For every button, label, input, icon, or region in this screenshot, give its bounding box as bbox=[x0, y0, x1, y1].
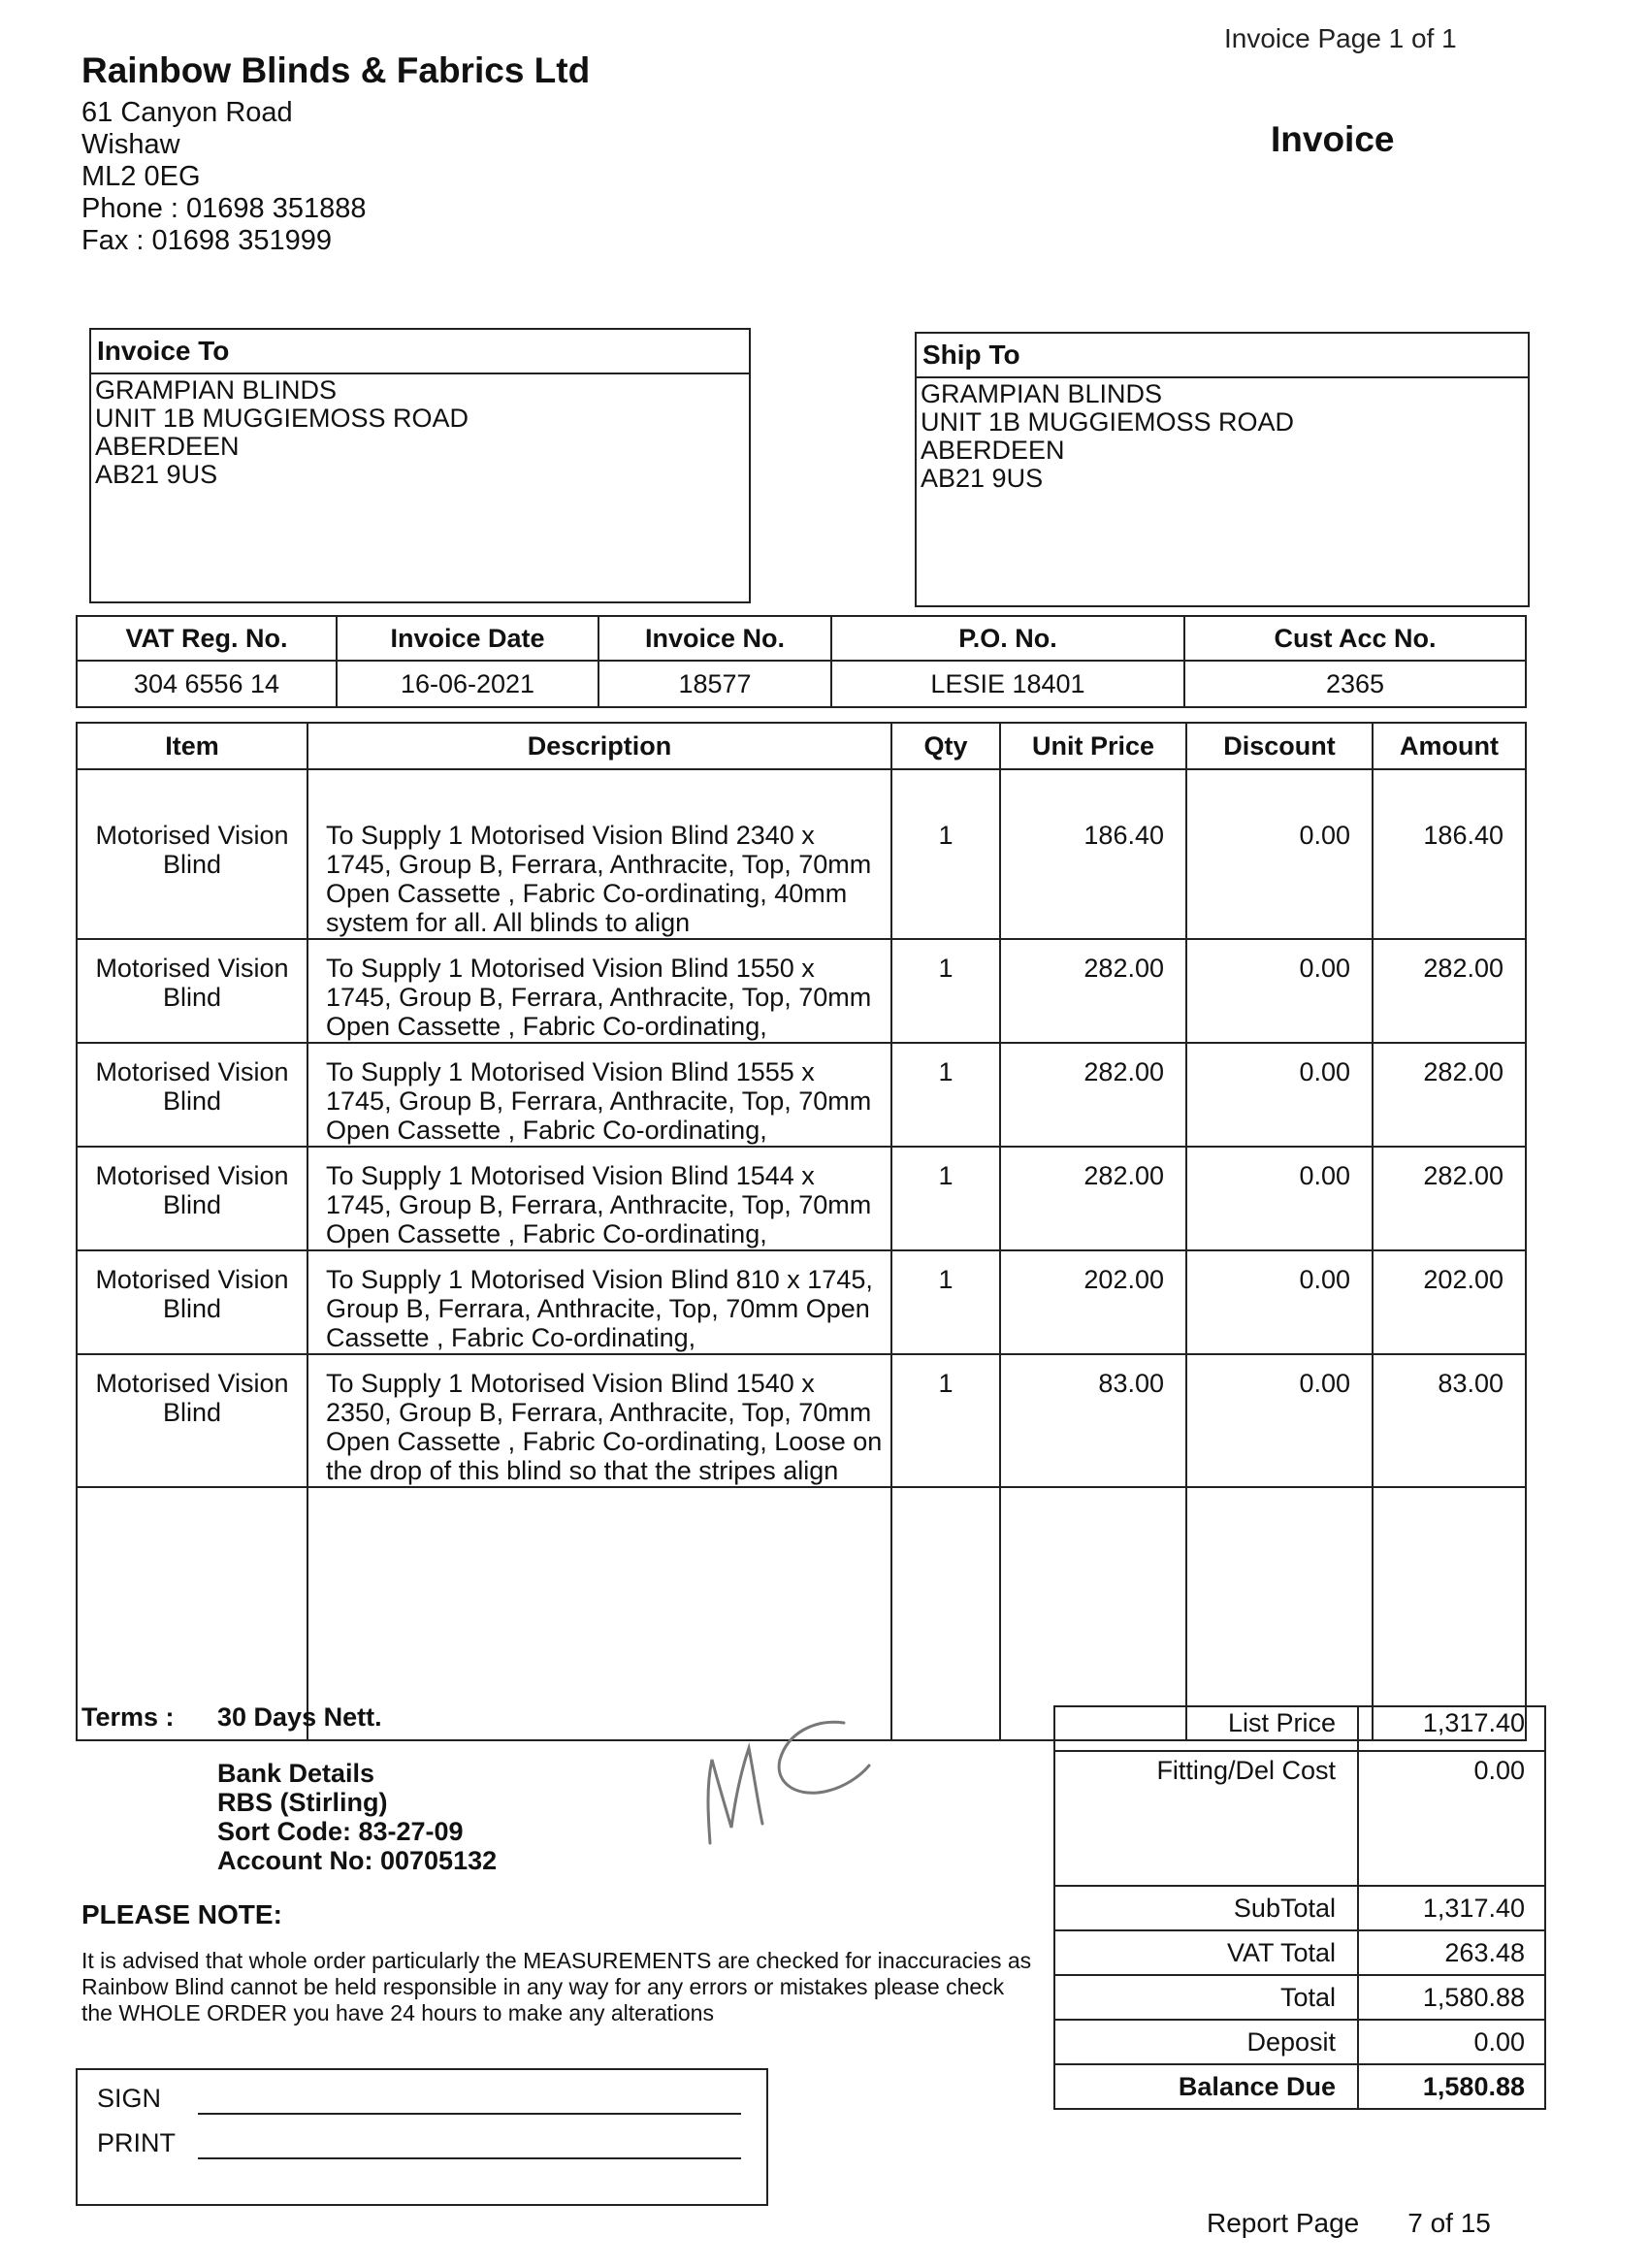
description-header: Description bbox=[307, 723, 891, 769]
po-number-header: P.O. No. bbox=[831, 616, 1184, 661]
item-discount: 0.00 bbox=[1186, 939, 1373, 1043]
item-discount: 0.00 bbox=[1186, 1250, 1373, 1354]
handwritten-initials bbox=[698, 1709, 883, 1855]
item-description: To Supply 1 Motorised Vision Blind 810 x 1745, Group B, Ferrara, Anthracite, Top, 70mm Open Cassette , Fabric Co-ordinating, bbox=[307, 1250, 891, 1354]
invoice-to-label: Invoice To bbox=[91, 330, 749, 374]
ship-to-label: Ship To bbox=[917, 334, 1528, 378]
item-description: To Supply 1 Motorised Vision Blind 2340 x 1745, Group B, Ferrara, Anthracite, Top, 70mm Open Cassette , Fabric Co-ordinating, 40mm system for all. All blinds to align bbox=[307, 769, 891, 939]
table-row bbox=[77, 1043, 1526, 1147]
amount-header: Amount bbox=[1373, 723, 1526, 769]
report-page-footer bbox=[1207, 2208, 1491, 2239]
invoice-to-address bbox=[91, 374, 749, 491]
deposit-value: 0.00 bbox=[1358, 2020, 1545, 2064]
invoice-page-label: Invoice Page 1 of 1 bbox=[1224, 23, 1457, 53]
item-name: Motorised Vision Blind bbox=[77, 1043, 307, 1147]
discount-header: Discount bbox=[1186, 723, 1373, 769]
unit-price-header: Unit Price bbox=[1000, 723, 1186, 769]
item-amount: 83.00 bbox=[1373, 1354, 1526, 1487]
list-price-label: List Price bbox=[1054, 1706, 1358, 1751]
item-description: To Supply 1 Motorised Vision Blind 1550 x 1745, Group B, Ferrara, Anthracite, Top, 70mm Open Cassette , Fabric Co-ordinating, bbox=[307, 939, 891, 1043]
company-fax: Fax : 01698 351999 bbox=[81, 225, 332, 256]
company-name: Rainbow Blinds & Fabrics Ltd bbox=[81, 50, 591, 90]
company-phone: Phone : 01698 351888 bbox=[81, 193, 367, 224]
company-address-line: ML2 0EG bbox=[81, 161, 201, 192]
item-description: To Supply 1 Motorised Vision Blind 1540 x 2350, Group B, Ferrara, Anthracite, Top, 70mm Open Cassette , Fabric Co-ordinating, Loose on the drop of this blind so that the stripes align bbox=[307, 1354, 891, 1487]
address-line: GRAMPIAN BLINDS bbox=[921, 379, 1163, 408]
bank-details-title: Bank Details bbox=[217, 1759, 375, 1788]
account-number: Account No: 00705132 bbox=[217, 1846, 498, 1875]
qty-header: Qty bbox=[891, 723, 1000, 769]
terms-value: 30 Days Nett. bbox=[217, 1702, 382, 1732]
report-page-label: Report Page bbox=[1207, 2208, 1360, 2238]
company-address-line: Wishaw bbox=[81, 129, 180, 160]
sign-label: SIGN bbox=[97, 2084, 162, 2113]
table-row bbox=[77, 1147, 1526, 1250]
item-discount: 0.00 bbox=[1186, 769, 1373, 939]
company-address-line: 61 Canyon Road bbox=[81, 97, 293, 128]
bank-details bbox=[217, 1759, 497, 1875]
balance-due-label: Balance Due bbox=[1054, 2064, 1358, 2109]
invoice-number-header: Invoice No. bbox=[598, 616, 831, 661]
cust-acc-header: Cust Acc No. bbox=[1184, 616, 1526, 661]
terms-label: Terms : bbox=[81, 1702, 175, 1732]
vat-total-value: 263.48 bbox=[1358, 1930, 1545, 1975]
fitting-del-cost-label: Fitting/Del Cost bbox=[1054, 1751, 1358, 1886]
item-description: To Supply 1 Motorised Vision Blind 1555 x 1745, Group B, Ferrara, Anthracite, Top, 70mm Open Cassette , Fabric Co-ordinating, bbox=[307, 1043, 891, 1147]
item-qty: 1 bbox=[891, 769, 1000, 939]
item-qty: 1 bbox=[891, 1147, 1000, 1250]
item-discount: 0.00 bbox=[1186, 1354, 1373, 1487]
item-unit-price: 282.00 bbox=[1000, 1147, 1186, 1250]
sign-line[interactable] bbox=[198, 2113, 741, 2115]
table-row bbox=[77, 1250, 1526, 1354]
bank-name: RBS (Stirling) bbox=[217, 1788, 388, 1817]
item-qty: 1 bbox=[891, 1250, 1000, 1354]
item-unit-price: 282.00 bbox=[1000, 939, 1186, 1043]
print-line[interactable] bbox=[198, 2157, 741, 2159]
subtotal-value: 1,317.40 bbox=[1358, 1886, 1545, 1930]
invoice-to-box bbox=[89, 328, 751, 603]
table-row bbox=[77, 1354, 1526, 1487]
company-address bbox=[81, 97, 367, 257]
item-amount: 202.00 bbox=[1373, 1250, 1526, 1354]
cust-acc-value: 2365 bbox=[1184, 661, 1526, 707]
item-name: Motorised Vision Blind bbox=[77, 1147, 307, 1250]
report-page-number: 7 of 15 bbox=[1407, 2208, 1491, 2238]
item-qty: 1 bbox=[891, 1354, 1000, 1487]
po-number-value: LESIE 18401 bbox=[831, 661, 1184, 707]
item-header: Item bbox=[77, 723, 307, 769]
item-unit-price: 202.00 bbox=[1000, 1250, 1186, 1354]
table-row bbox=[77, 769, 1526, 939]
vat-reg-value: 304 6556 14 bbox=[77, 661, 337, 707]
document-title: Invoice bbox=[1271, 119, 1395, 159]
deposit-label: Deposit bbox=[1054, 2020, 1358, 2064]
ship-to-address bbox=[917, 378, 1528, 495]
balance-due-value: 1,580.88 bbox=[1358, 2064, 1545, 2109]
subtotal-label: SubTotal bbox=[1054, 1886, 1358, 1930]
ship-to-box bbox=[915, 332, 1530, 607]
item-unit-price: 282.00 bbox=[1000, 1043, 1186, 1147]
address-line: AB21 9US bbox=[921, 464, 1044, 493]
item-unit-price: 83.00 bbox=[1000, 1354, 1186, 1487]
address-line: AB21 9US bbox=[95, 460, 218, 489]
item-amount: 282.00 bbox=[1373, 939, 1526, 1043]
item-qty: 1 bbox=[891, 939, 1000, 1043]
address-line: ABERDEEN bbox=[95, 432, 240, 461]
vat-total-label: VAT Total bbox=[1054, 1930, 1358, 1975]
list-price-value: 1,317.40 bbox=[1358, 1706, 1545, 1751]
address-line: GRAMPIAN BLINDS bbox=[95, 375, 338, 405]
invoice-date-header: Invoice Date bbox=[337, 616, 598, 661]
address-line: UNIT 1B MUGGIEMOSS ROAD bbox=[921, 407, 1295, 437]
item-amount: 282.00 bbox=[1373, 1147, 1526, 1250]
signature-box bbox=[76, 2068, 768, 2206]
invoice-date-value: 16-06-2021 bbox=[337, 661, 598, 707]
sort-code: Sort Code: 83-27-09 bbox=[217, 1817, 464, 1846]
item-name: Motorised Vision Blind bbox=[77, 1354, 307, 1487]
invoice-number-value: 18577 bbox=[598, 661, 831, 707]
total-label: Total bbox=[1054, 1975, 1358, 2020]
fitting-del-cost-value: 0.00 bbox=[1358, 1751, 1545, 1886]
item-name: Motorised Vision Blind bbox=[77, 1250, 307, 1354]
item-amount: 282.00 bbox=[1373, 1043, 1526, 1147]
vat-reg-header: VAT Reg. No. bbox=[77, 616, 337, 661]
item-name: Motorised Vision Blind bbox=[77, 939, 307, 1043]
please-note-text: It is advised that whole order particularly the MEASUREMENTS are checked for inaccuracies as Rainbow Blind cannot be held responsible in any way for any errors or mistakes please check the WHOLE ORDER you have 24 hours to make any alterations bbox=[81, 1948, 1032, 2025]
invoice-reference-table bbox=[76, 615, 1527, 708]
item-unit-price: 186.40 bbox=[1000, 769, 1186, 939]
item-discount: 0.00 bbox=[1186, 1147, 1373, 1250]
address-line: UNIT 1B MUGGIEMOSS ROAD bbox=[95, 404, 469, 433]
print-label: PRINT bbox=[97, 2128, 176, 2157]
total-value: 1,580.88 bbox=[1358, 1975, 1545, 2020]
table-row bbox=[77, 939, 1526, 1043]
item-qty: 1 bbox=[891, 1043, 1000, 1147]
item-amount: 186.40 bbox=[1373, 769, 1526, 939]
item-description: To Supply 1 Motorised Vision Blind 1544 x 1745, Group B, Ferrara, Anthracite, Top, 70mm Open Cassette , Fabric Co-ordinating, bbox=[307, 1147, 891, 1250]
address-line: ABERDEEN bbox=[921, 436, 1065, 465]
line-items-table bbox=[76, 722, 1527, 1741]
totals-table bbox=[1053, 1705, 1546, 2110]
please-note-title: PLEASE NOTE: bbox=[81, 1899, 282, 1929]
item-name: Motorised Vision Blind bbox=[77, 769, 307, 939]
item-discount: 0.00 bbox=[1186, 1043, 1373, 1147]
